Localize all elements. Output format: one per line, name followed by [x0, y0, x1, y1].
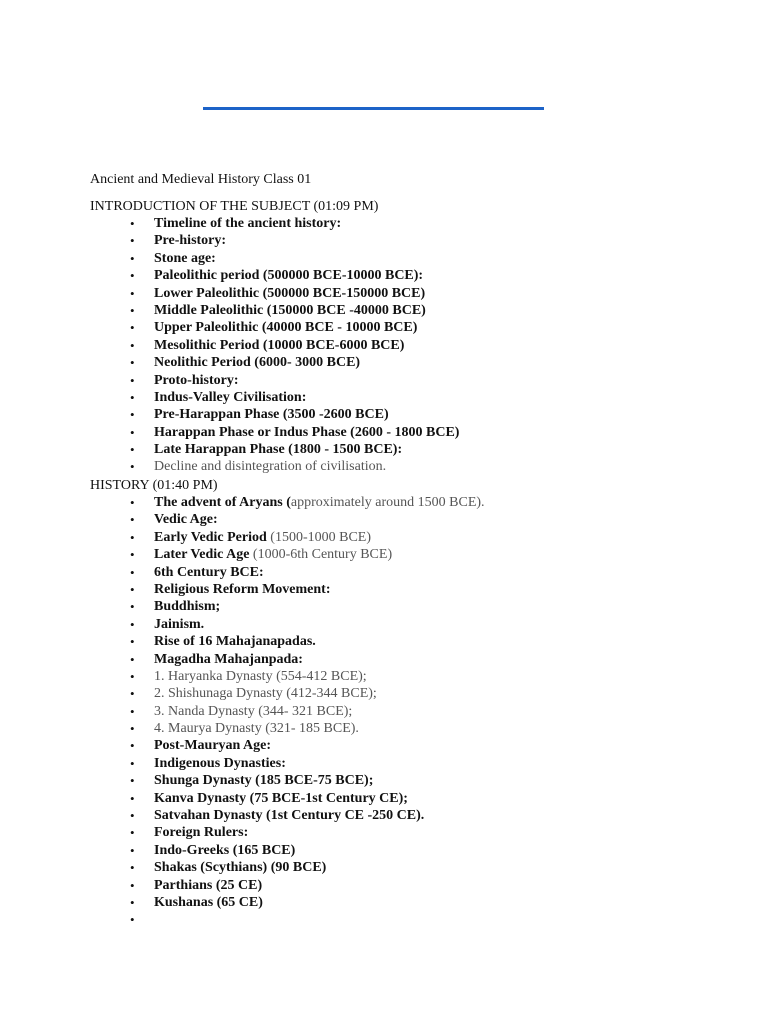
list-item-bold-text: Paleolithic period (500000 BCE-10000 BCE): — [154, 268, 424, 284]
list-item-text — [154, 529, 371, 546]
bullet-icon: • — [130, 842, 135, 858]
list-item-text — [154, 651, 303, 668]
list-item-light-text: 4. Maurya Dynasty (321- 185 BCE). — [154, 721, 359, 737]
list-item-bold-text: Stone age: — [154, 250, 216, 266]
bullet-icon: • — [130, 738, 135, 754]
list-item-text — [154, 250, 216, 267]
list-item-bold-text: Late Harappan Phase (1800 - 1500 BCE): — [154, 442, 403, 458]
bullet-icon: • — [130, 233, 135, 249]
list-item-bold-text: Proto-history: — [154, 372, 239, 388]
bullet-icon: • — [130, 703, 135, 719]
list-item-bold-text: Jainism. — [154, 616, 205, 632]
list-item-light-text: (1500-1000 BCE) — [266, 529, 371, 545]
list-item-text — [154, 685, 377, 702]
list-item-light-text: (1000-6th Century BCE) — [249, 547, 393, 563]
list-item-bold-text: Post-Mauryan Age: — [154, 738, 272, 754]
bullet-icon: • — [130, 634, 135, 650]
list-item-bold-text: Buddhism; — [154, 599, 221, 615]
bullet-icon: • — [130, 389, 135, 405]
bullet-icon: • — [130, 616, 135, 632]
list-item-text — [154, 668, 367, 685]
bullet-icon: • — [130, 721, 135, 737]
bullet-icon: • — [130, 355, 135, 371]
list-item-text — [154, 842, 295, 859]
bullet-icon: • — [130, 547, 135, 563]
list-item-text — [154, 424, 459, 441]
list-item-light-text: approximately around 1500 BCE). — [290, 495, 485, 510]
bullet-icon: • — [130, 529, 135, 545]
list-item-bold-text: The advent of Aryans ( — [154, 495, 291, 510]
list-item-text — [154, 598, 220, 615]
bullet-icon: • — [130, 651, 135, 667]
list-item-bold-text: Mesolithic Period (10000 BCE-6000 BCE) — [154, 337, 405, 353]
document-title: Ancient and Medieval History Class 01 — [90, 172, 312, 187]
list-item-text — [154, 859, 326, 876]
list-item-bold-text: Vedic Age: — [154, 512, 218, 528]
list-item-text — [154, 581, 331, 598]
section-heading-history: HISTORY (01:40 PM) — [90, 478, 218, 493]
list-item-text — [154, 511, 218, 528]
list-item-bold-text: Lower Paleolithic (500000 BCE-150000 BCE) — [154, 285, 426, 301]
bullet-icon: • — [130, 894, 135, 910]
list-item-bold-text: Indus-Valley Civilisation: — [154, 389, 307, 405]
list-item-light-text: 2. Shishunaga Dynasty (412-344 BCE); — [154, 686, 377, 702]
list-item-text — [154, 494, 485, 511]
bullet-icon: • — [130, 302, 135, 318]
list-item-text — [154, 232, 226, 249]
list-item-text — [154, 372, 239, 389]
bullet-icon: • — [130, 825, 135, 841]
bullet-icon: • — [130, 581, 135, 597]
list-item-text — [154, 546, 392, 563]
list-item-text — [154, 824, 248, 841]
bullet-icon: • — [130, 268, 135, 284]
list-item-bold-text: Shunga Dynasty (185 BCE-75 BCE); — [154, 773, 374, 789]
bullet-icon: • — [130, 860, 135, 876]
bullet-icon: • — [130, 773, 135, 789]
bullet-icon: • — [130, 564, 135, 580]
bullet-icon: • — [130, 755, 135, 771]
list-item-bold-text: Indo-Greeks (165 BCE) — [154, 842, 296, 858]
bullet-icon: • — [130, 216, 135, 231]
list-item-text — [154, 319, 417, 336]
list-item-bold-text: Kushanas (65 CE) — [154, 894, 263, 910]
list-item-text — [154, 564, 264, 581]
list-item-text — [154, 772, 373, 789]
list-item-bold-text: Indigenous Dynasties: — [154, 755, 286, 771]
bullet-icon: • — [130, 407, 135, 423]
bullet-icon: • — [130, 512, 135, 528]
list-item-text — [154, 441, 402, 458]
list-item-text — [154, 720, 359, 737]
list-item-bold-text: Religious Reform Movement: — [154, 581, 331, 597]
bullet-icon: • — [130, 912, 135, 928]
list-item-text — [154, 790, 408, 807]
list-item-light-text: Decline and disintegration of civilisation. — [154, 459, 387, 475]
list-item-text — [154, 337, 404, 354]
list-item-bold-text: Pre-Harappan Phase (3500 -2600 BCE) — [154, 407, 389, 423]
bullet-icon: • — [130, 459, 135, 475]
bullet-icon: • — [130, 337, 135, 353]
list-item-text — [154, 354, 360, 371]
list-item-bold-text: Rise of 16 Mahajanapadas. — [154, 634, 316, 650]
section-heading-introduction: INTRODUCTION OF THE SUBJECT (01:09 PM) — [90, 199, 379, 214]
list-item-bold-text: Neolithic Period (6000- 3000 BCE) — [154, 355, 361, 371]
list-item-bold-text: Later Vedic Age — [154, 547, 250, 563]
list-item-bold-text: Satvahan Dynasty (1st Century CE -250 CE). — [154, 808, 425, 824]
list-item-bold-text: Kanva Dynasty (75 BCE-1st Century CE); — [154, 790, 408, 806]
bullet-icon: • — [130, 285, 135, 301]
list-item-bold-text: Middle Paleolithic (150000 BCE -40000 BCE) — [154, 302, 426, 318]
list-item-bold-text: Parthians (25 CE) — [154, 877, 263, 893]
list-item-text — [154, 458, 386, 475]
list-item-text — [154, 285, 425, 302]
list-item-bold-text: 6th Century BCE: — [154, 564, 264, 580]
list-item-bold-text: Harappan Phase or Indus Phase (2600 - 1800 BCE) — [154, 424, 460, 440]
list-item-text — [154, 737, 271, 754]
list-item-light-text: 1. Haryanka Dynasty (554-412 BCE); — [154, 668, 367, 684]
list-item-text — [154, 633, 316, 650]
bullet-icon: • — [130, 320, 135, 336]
list-item-text — [154, 703, 352, 720]
list-item-bold-text: Timeline of the ancient history: — [154, 216, 342, 231]
bullet-icon: • — [130, 790, 135, 806]
bullet-icon: • — [130, 877, 135, 893]
bullet-icon: • — [130, 808, 135, 824]
bullet-icon: • — [130, 424, 135, 440]
list-item-text — [154, 877, 262, 894]
list-item-bold-text: Foreign Rulers: — [154, 825, 249, 841]
list-item-bold-text: Early Vedic Period — [154, 529, 267, 545]
list-item-text — [154, 755, 286, 772]
bullet-icon: • — [130, 442, 135, 458]
list-item-text — [154, 302, 426, 319]
list-item-text — [154, 267, 423, 284]
list-item-text — [154, 807, 424, 824]
bullet-icon: • — [130, 250, 135, 266]
list-item-text — [154, 616, 204, 633]
list-item-light-text: 3. Nanda Dynasty (344- 321 BCE); — [154, 703, 353, 719]
header-rule — [203, 107, 544, 110]
list-item-bold-text: Shakas (Scythians) (90 BCE) — [154, 860, 327, 876]
list-item-text — [154, 215, 341, 232]
bullet-icon: • — [130, 495, 135, 510]
bullet-icon: • — [130, 668, 135, 684]
bullet-icon: • — [130, 599, 135, 615]
list-item-bold-text: Upper Paleolithic (40000 BCE - 10000 BCE) — [154, 320, 418, 336]
list-item-text — [154, 406, 389, 423]
list-item-text — [154, 389, 306, 406]
list-item-bold-text: Pre-history: — [154, 233, 227, 249]
list-item-bold-text: Magadha Mahajanpada: — [154, 651, 303, 667]
bullet-icon: • — [130, 372, 135, 388]
list-item-text — [154, 894, 263, 911]
bullet-icon: • — [130, 686, 135, 702]
